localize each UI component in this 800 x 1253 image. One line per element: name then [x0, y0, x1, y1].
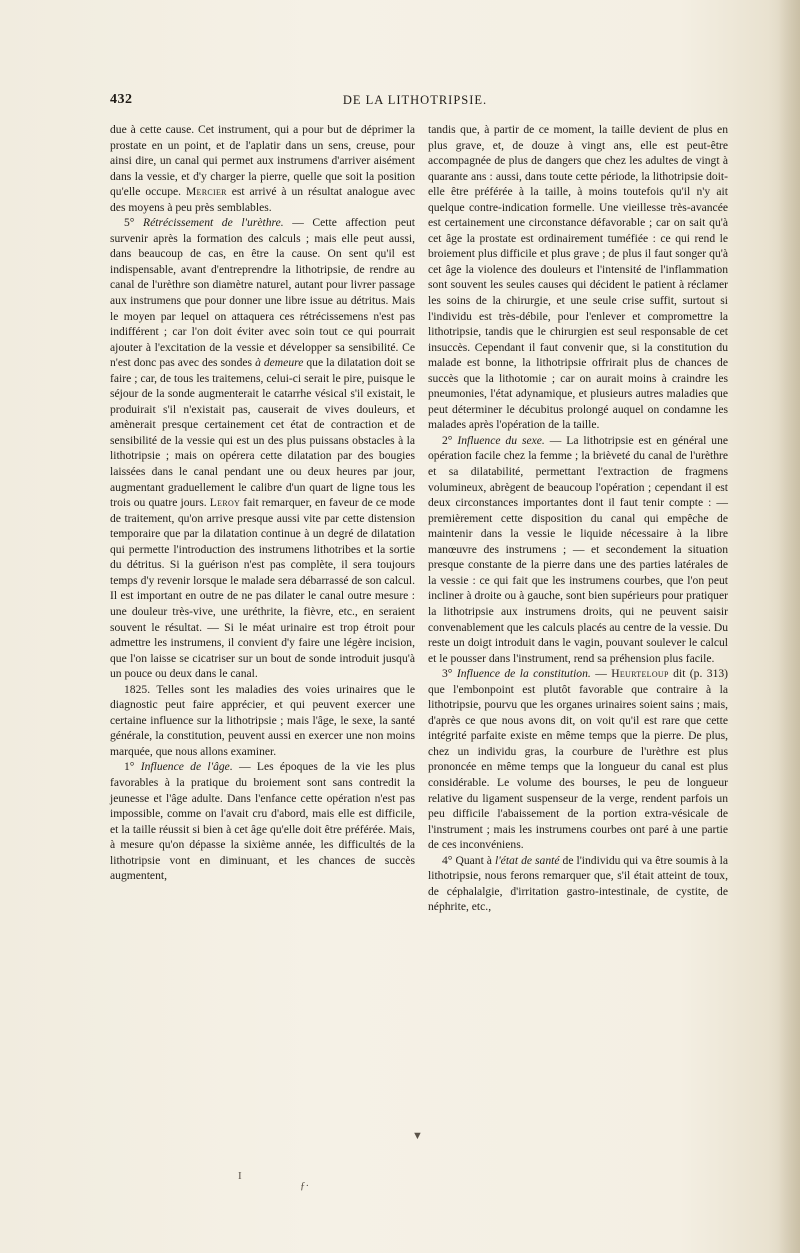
right-column: [428, 122, 728, 915]
running-title: DE LA LITHOTRIPSIE.: [342, 93, 488, 107]
paragraph-text: dit (p. 313) que l'embonpoint est plutôt favorable que contraire à la lithotripsie, pourvu que les organes urinaires soient sains ; mais, d'après ce que nous avons dit, on voit qu'il est rare que cette intégrité parfaite existe en même temps que la pierre. De plus, chez un individu gras, la courbure de l'urèthre est plus prononcée en même temps que la longueur du canal est plus considérable. Le volume des bourses, le peu de longueur relative du ligament suspenseur de la verge, rendent parfois un peu difficile l'abaissement de la portion extra-vésicale de l'instrument ; mais les instrumens courbes ont paré à une partie de ces inconvéniens.: [428, 667, 729, 852]
paragraph-text: — La lithotripsie est en général une opération facile chez la femme ; la brièveté du canal de l'urèthre et sa dilatabilité, permettant l'extraction de fragmens volumineux, abrègent de beaucoup l'opération ; cependant il est deux circonstances importantes dont il faut tenir compte : — premièrement cette disposition du canal qui empêche de maintenir dans la vessie le liquide nécessaire à la libre manœuvre des instrumens ; — et secondement la situation presque constante de la pierre dans une des parties latérales de la vessie : ce qui fait que les instrumens courbes, que l'on peut incliner à droite ou à gauche, sont bien supérieurs pour pratiquer la lithotripsie aux instrumens droits, qui ne peuvent saisir convenablement que les calculs placés au centre de la vessie. Du reste un doigt introduit dans le vagin, pouvant soulever le calcul et le pousser dans l'instrument, rend sa préhension plus facile.: [428, 433, 729, 665]
emphasis-text: l'état de santé: [494, 853, 560, 867]
paragraph-text: — Cette affection peut survenir après la formation des calculs ; mais elle peut aussi, dans beaucoup de cas, en être la cause. On sent qu'il est indispensable, avant d'entreprendre la lithotripsie, de rendre au canal de l'urèthre son diamètre naturel, autant pour livrer passage aux instrumens que pour donner une libre issue au détritus. Mais le moyen par lequel on attaquera ces rétrécissemens n'est pas indifférent ; car l'on doit éviter avec soin tout ce qui pourrait ajouter à l'excitation de la vessie et développer sa sensibilité. Ce n'est donc pas avec des sondes: [110, 216, 416, 370]
section-constitution: 3° Influence de la constitution. — Heurteloup dit (p. 313) que l'embonpoint est plutôt favorable que contraire à la lithotripsie, pourvu que les organes urinaires soient sains ; mais, d'après ce que nous avons dit, on voit qu'il est rare que cette intégrité parfaite existe en même temps que la pierre. De plus, chez un individu gras, la courbure de l'urèthre est plus prononcée en même temps que la longueur du canal est plus considérable. Le volume des bourses, le peu de longueur relative du ligament suspenseur de la verge, rendent parfois un peu difficile l'abaissement de la portion extra-vésicale de l'instrument ; mais les instrumens courbes ont paré à une partie de ces inconvéniens.: [428, 667, 729, 852]
author-name: Mercier: [185, 185, 227, 199]
printer-mark: ▼: [412, 1130, 423, 1142]
section-number: 3°: [442, 667, 453, 681]
section-number: 1°: [124, 760, 135, 774]
printer-mark: I: [238, 1170, 242, 1182]
left-column: [110, 122, 415, 884]
paragraph-text: Quant à: [455, 853, 492, 867]
section-age: [110, 759, 415, 883]
paragraph-continuation: [110, 122, 415, 215]
page-edge-shadow: [778, 0, 800, 1253]
page-number: 432: [110, 92, 133, 107]
paragraph-continuation: tandis que, à partir de ce moment, la taille devient de plus en plus grave, et, de douze à vingt ans, elle est peut-être accompagnée de plus de dangers que chez les adultes de vingt à quarante ans : aussi, dans toute cette période, la lithotripsie doit-elle être préférée à la taille, à moins toutefois qu'il n'y ait quelque contre-indication formelle. Une vieillesse très-avancée est certainement une circonstance défavorable ; car on sait qu'à cet âge la prostate est ordinairement tuméfiée : ce qui rend le broiement plus difficile et plus grave ; de plus il faut songer qu'à cet âge la violence des douleurs et l'intensité de l'inflammation sont souvent les seules causes qui décident le patient à réclamer les soins de la chirurgie, et une seule crise suffit, surtout si l'individu est très-débile, pour l'enlever et compromettre la lithotripsie, tandis que le chirurgien est seul responsable de cet insuccès. Cependant il faut convenir que, si la constitution du malade est bonne, la lithotripsie offrirait plus de chances de succès que la lithotomie ; car on aurait moins à craindre les pneumonies, l'état adynamique, et plusieurs autres maladies que peut déterminer le décubitus prolongé auquel on condamne les malades après l'opération de la taille.: [428, 123, 728, 432]
section-number: 4°: [442, 853, 453, 867]
paragraph-text: fait remarquer, en faveur de ce mode de traitement, qu'on arrive presque aussi vite par cette distension temporaire que par la dilatation continue à un degré de dilatation qui permette l'introduction des instrumens lithotribes et la sortie du détritus. Si la guérison n'est pas complète, il sera toujours temps d'y revenir lorsque le malade sera débarrassé de son calcul. Il est important en outre de ne pas dilater le canal outre mesure : une douleur très-vive, une uréthrite, la fièvre, etc., en seraient souvent le résultat. — Si le méat urinaire est trop étroit pour admettre les instrumens, il convient d'y faire une légère incision, que l'on laisse se cicatriser sur un bout de sonde introduit jusqu'à un pouce ou deux dans le canal.: [110, 496, 415, 681]
paragraph-text: de l'individu qui va être soumis à la lithotripsie, nous ferons remarquer que, s'il était atteint de toux, de céphalalgie, d'irritation gastro-intestinale, de cystite, de néphrite, etc.,: [428, 853, 728, 914]
section-heading: Influence du sexe.: [457, 433, 545, 447]
paragraph-text: — Les époques de la vie les plus favorables à la pratique du broiement sont sans contredit la jeunesse et l'âge adulte. Dans l'enfance cette opération n'est pas impossible, comme on l'avait cru d'abord, mais elle est difficile, et la taille réussit si bien à cet âge qu'elle doit être préférée. Mais, à mesure qu'on dépasse la sixième année, les difficultés de la lithotripsie vont en diminuant, et les chances de succès augmentent,: [110, 760, 416, 883]
section-heading: Influence de la constitution.: [456, 667, 591, 681]
section-health: [428, 853, 728, 915]
section-sex: [428, 433, 728, 666]
section-1825: 1825. Telles sont les maladies des voies urinaires que le diagnostic peut faire apprécier, et qui peuvent exercer une certaine influence sur la lithotripsie ; mais l'âge, le sexe, la santé générale, la constitution, peuvent aussi en exercer une non moins marquée, que nous allons examiner.: [110, 682, 415, 758]
paragraph-text: due à cette cause. Cet instrument, qui a pour but de déprimer la prostate en un point, et de l'aplatir dans un sens, creuse, pour ainsi dire, un canal qui permet aux instrumens d'arriver aisément dans la vessie, et d'y charger la pierre, quelle que soit la position qu'elle occupe.: [110, 123, 415, 199]
emphasis-text: à demeure: [255, 356, 304, 370]
printer-mark: ƒ·: [300, 1180, 310, 1192]
section-stricture: [110, 215, 415, 681]
section-heading: Rétrécissement de l'urèthre.: [143, 216, 284, 230]
paragraph-text: est arrivé à un résultat analogue avec des moyens à peu près semblables.: [110, 185, 415, 214]
paragraph-text: que la dilatation doit se faire ; car, de tous les traitemens, celui-ci serait le pire, puisque le séjour de la sonde augmenterait le catarrhe vésical s'il existait, le produirait s'il n'existait pas, causerait de vives douleurs, et amènerait presque certainement cet état de contraction et de sensibilité de la vessie qui est un des plus puissans obstacles à la lithotripsie ; mais on opérera cette dilatation par des bougies laissées dans le canal pendant une ou deux heures par jour, augmentant graduellement le calibre d'un quart de ligne tous les trois ou quatre jours.: [110, 356, 415, 510]
author-name: Leroy: [209, 496, 241, 510]
section-number: 2°: [442, 433, 453, 447]
section-number: 5°: [124, 216, 135, 230]
section-heading: Influence de l'âge.: [140, 760, 233, 774]
page-header: [110, 92, 720, 112]
author-name: Heurteloup: [611, 667, 669, 681]
